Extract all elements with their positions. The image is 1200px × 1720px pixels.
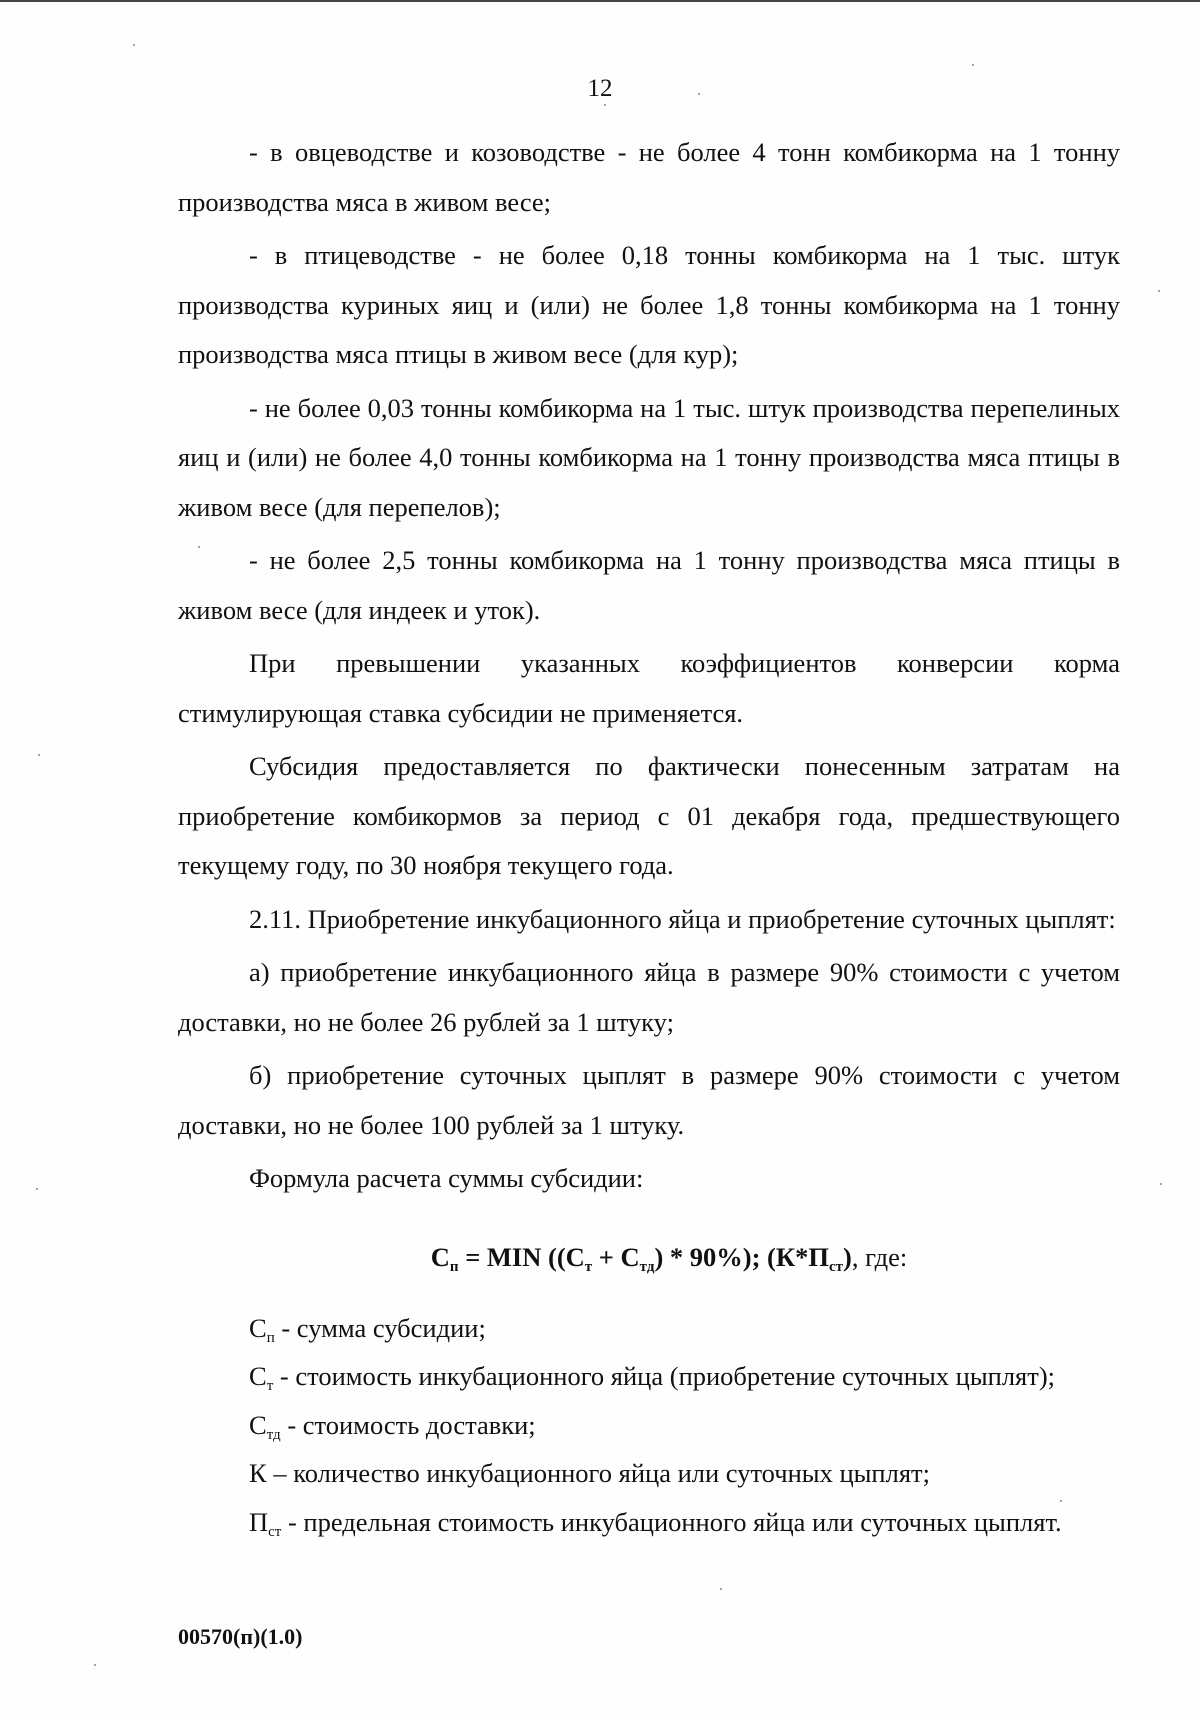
- legend-ct: [178, 1352, 1120, 1401]
- scan-speck: [38, 754, 40, 756]
- scan-speck: [720, 1588, 722, 1590]
- legend-text: - стоимость доставки;: [280, 1409, 536, 1440]
- formula-lhs-sub: п: [449, 1258, 459, 1275]
- scan-speck: [94, 1664, 96, 1666]
- formula-ctd-sub: тд: [639, 1258, 655, 1275]
- paragraph-formula-intro: Формула расчета суммы субсидии:: [249, 1163, 644, 1193]
- scan-speck: [1158, 290, 1160, 292]
- formula-lhs: С: [430, 1241, 450, 1272]
- legend-symbol: П: [249, 1506, 269, 1537]
- legend-k: [178, 1449, 1120, 1498]
- paragraph-item-a: а) приобретение инкубационного яйца в размере 90% стоимости с учетом доставки, но не более 26 рублей за 1 штуку;: [178, 957, 1120, 1037]
- formula-ct-sub: т: [584, 1258, 593, 1275]
- formula-close: ): [842, 1241, 852, 1272]
- formula-tail: , где:: [851, 1241, 908, 1272]
- legend-cp: [178, 1304, 1120, 1353]
- paragraph-subsidy-period: Субсидия предоставляется по фактически понесенным затратам на приобретение комбикормов за период с 01 декабря года, предшествующего текущему году, по 30 ноября текущего года.: [178, 751, 1120, 880]
- legend-text: - сумма субсидии;: [274, 1312, 486, 1343]
- scan-speck: [972, 64, 974, 66]
- legend-ctd: [178, 1401, 1120, 1450]
- legend-subscript: т: [266, 1378, 274, 1394]
- formula-plus: + С: [592, 1241, 640, 1272]
- legend-text: - стоимость инкубационного яйца (приобретение суточных цыплят);: [273, 1361, 1056, 1391]
- paragraph-item-b: б) приобретение суточных цыплят в размере 90% стоимости с учетом доставки, но не более 100 рублей за 1 штуку.: [178, 1060, 1120, 1140]
- legend-subscript: ст: [268, 1523, 282, 1540]
- legend-pst: [178, 1498, 1120, 1547]
- scan-speck: [604, 104, 606, 106]
- paragraph-section-2-11: 2.11. Приобретение инкубационного яйца и приобретение суточных цыплят:: [249, 903, 1116, 934]
- paragraph-excess-coefficients: При превышении указанных коэффициентов конверсии корма стимулирующая ставка субсидии не применяется.: [178, 648, 1120, 728]
- legend-symbol: С: [249, 1312, 267, 1343]
- legend-text: - предельная стоимость инкубационного яйца или суточных цыплят.: [281, 1506, 1062, 1537]
- paragraph-poultry: - в птицеводстве - не более 0,18 тонны комбикорма на 1 тыс. штук производства куриных яиц и (или) не более 1,8 тонны комбикорма на 1 тонну производства мяса птицы в живом весе (для кур);: [178, 240, 1120, 369]
- scan-speck: [36, 1188, 38, 1190]
- scan-speck: [133, 44, 135, 46]
- subsidy-formula: [178, 1232, 1120, 1282]
- document-body: [178, 128, 1120, 1546]
- scan-speck: [198, 546, 200, 548]
- scan-speck: [1060, 1500, 1062, 1502]
- paragraph-turkey-duck: - не более 2,5 тонны комбикорма на 1 тонну производства мяса птицы в живом весе (для индеек и уток).: [178, 545, 1120, 625]
- legend-subscript: тд: [266, 1426, 281, 1443]
- legend-symbol: С: [249, 1361, 267, 1391]
- scan-speck: [698, 93, 700, 95]
- page-number: 12: [587, 75, 613, 102]
- legend-symbol: К: [249, 1458, 267, 1488]
- paragraph-sheep-goat: - в овцеводстве и козоводстве - не более 4 тонн комбикорма на 1 тонну производства мяса в живом весе;: [178, 137, 1120, 217]
- formula-times: ) * 90%); (К*П: [654, 1241, 829, 1272]
- paragraph-quail: - не более 0,03 тонны комбикорма на 1 тыс. штук производства перепелиных яиц и (или) не более 4,0 тонны комбикорма на 1 тонну производства мяса птицы в живом весе (для перепелов);: [178, 392, 1120, 522]
- document-code: 00570(п)(1.0): [178, 1624, 303, 1649]
- top-edge-rule: [0, 0, 1200, 2]
- legend-text: – количество инкубационного яйца или суточных цыплят;: [266, 1458, 930, 1488]
- formula-pst-sub: ст: [828, 1258, 843, 1275]
- formula-min: = MIN ((С: [458, 1241, 585, 1272]
- scan-speck: [1160, 1183, 1162, 1185]
- legend-symbol: С: [249, 1409, 267, 1440]
- legend-subscript: п: [266, 1329, 275, 1346]
